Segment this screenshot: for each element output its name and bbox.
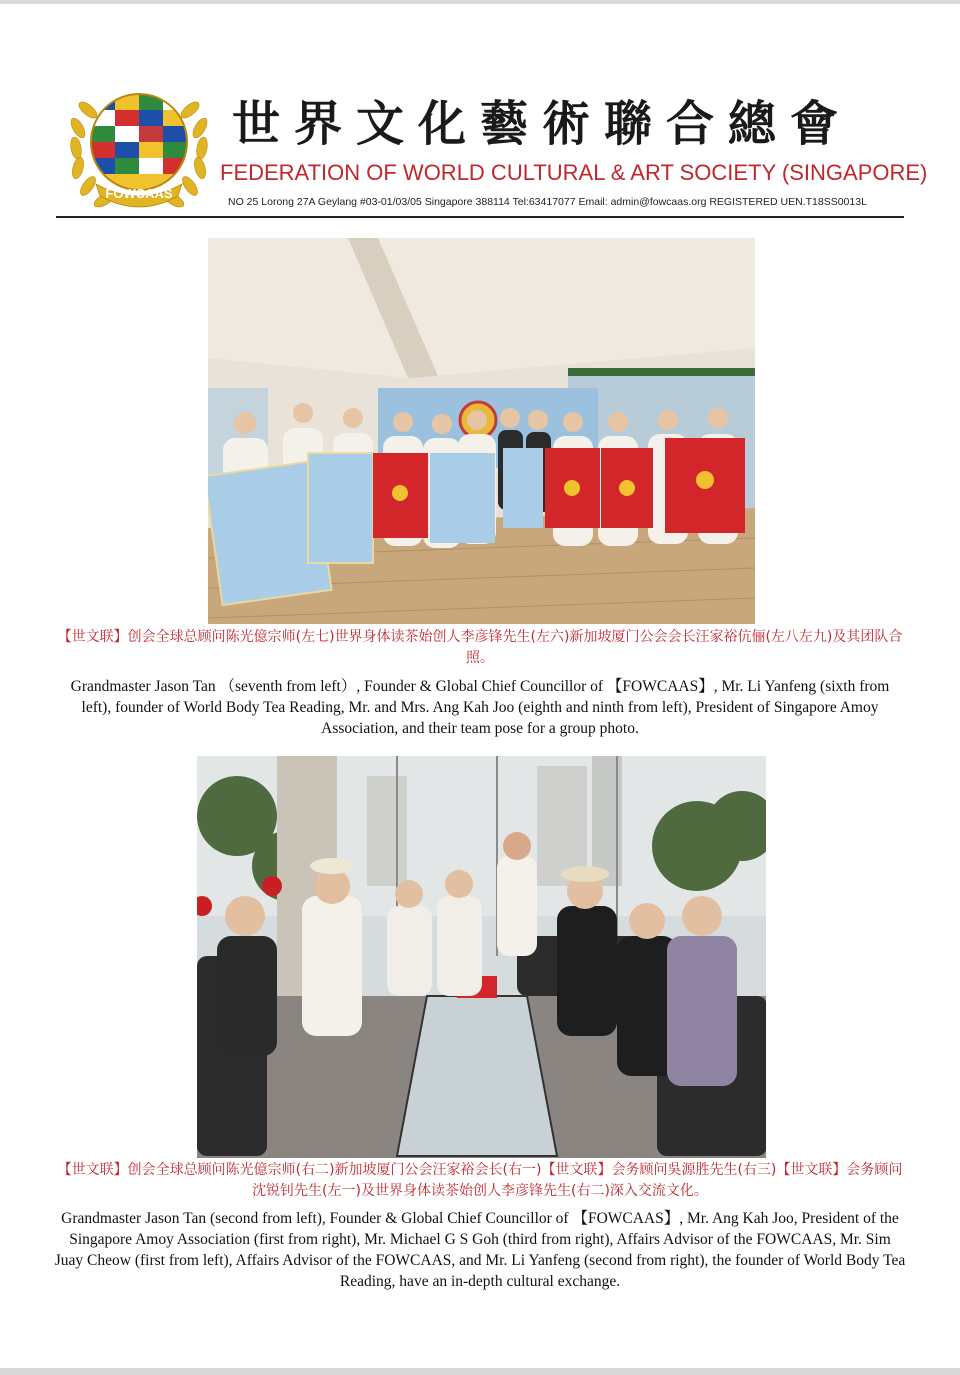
photo2-caption-chinese: 【世文联】创会全球总顾问陈光億宗师(右二)新加坡厦门公会汪家裕会长(右一)【世文联】会务顾问吳源胜先生(右三)【世文联】会务顾问沈锐钊先生(左一)及世界身体读茶始创人李彦锋先生(右二)深入交流文化。 <box>57 1162 903 1199</box>
top-border <box>0 0 960 4</box>
bottom-border <box>0 1368 960 1375</box>
photo1-caption-chinese: 【世文联】创会全球总顾问陈光億宗师(左七)世界身体读茶始创人李彦锋先生(左六)新加坡厦门公会会长汪家裕伉俪(左八左九)及其团队合照。 <box>57 629 903 666</box>
lounge-photo <box>197 756 766 1158</box>
header-divider <box>56 216 904 218</box>
fowcaas-logo <box>62 84 216 216</box>
photo2-caption-english: Grandmaster Jason Tan (second from left), Founder & Global Chief Councillor of 【FOWCAAS】, Mr. Ang Kah Joo, President of the Singapore Amoy Association (first from right), Mr. Michael G S Goh (third from right), Affairs Advisor of the FOWCAAS, Mr. Sim Juay Cheow (first from left), Affairs Advisor of the FOWCAAS, and Mr. Li Yanfeng (second from right), the founder of World Body Tea Reading, have an in-depth cultural exchange. <box>54 1210 906 1290</box>
group-photo <box>208 238 755 624</box>
logo-text: FOWCAAS <box>105 186 173 201</box>
address-line: NO 25 Lorong 27A Geylang #03-01/03/05 Singapore 388114 Tel:63417077 Email: admin@fowcaas.org REGISTERED UEN.T18SS0013L <box>228 196 867 208</box>
photo1-caption-english: Grandmaster Jason Tan （seventh from left）, Founder & Global Chief Councillor of 【FOWCAAS】, Mr. Li Yanfeng (sixth from left), founder of World Body Tea Reading, Mr. and Mrs. Ang Kah Joo (eighth and ninth from left), President of Singapore Amoy Association, and their team pose for a group photo. <box>70 678 890 737</box>
chinese-title: 世界文化藝術聯合總會 <box>232 96 853 152</box>
english-title: FEDERATION OF WORLD CULTURAL & ART SOCIETY (SINGAPORE) <box>220 160 928 185</box>
